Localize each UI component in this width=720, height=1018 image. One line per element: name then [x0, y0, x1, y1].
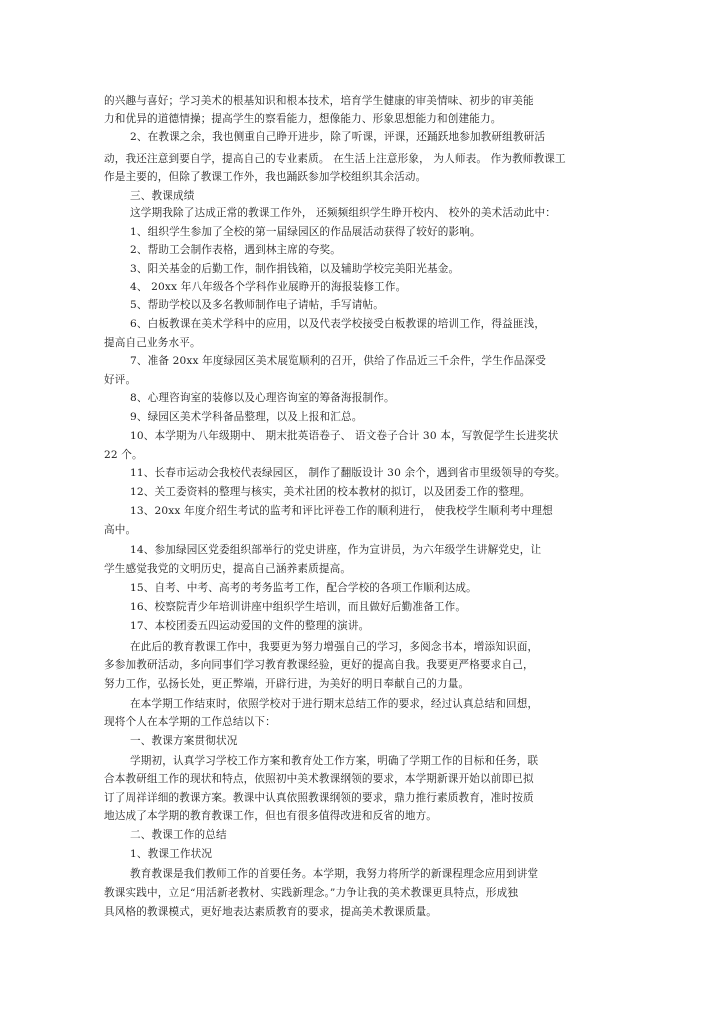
- list-item: 4、 20xx 年八年级各个学科作业展睁开的海报装修工作。: [130, 281, 407, 293]
- text-line: 2、在教课之余，我也侧重自己睁开进步，除了听课，评课，还踊跃地参加教研组教研活: [130, 131, 546, 143]
- text-line: 教育教课是我们教师工作的首要任务。本学期，我努力将所学的新课程理念应用到讲堂: [130, 868, 539, 880]
- list-item: 15、自考、中考、高考的考务监考工作，配合学校的各项工作顺利达成。: [130, 582, 477, 594]
- section-heading: 一、教课方案贯彻状况: [130, 735, 238, 747]
- text-line: 学生感觉我党的文明历史，提高自己涵养素质提高。: [104, 563, 352, 575]
- list-item: 12、关工委资料的整理与核实，美术社团的校本教材的拟订，以及团委工作的整理。: [130, 486, 531, 498]
- text-line: 现将个人在本学期的工作总结以下：: [104, 716, 276, 728]
- list-item: 5、帮助学校以及多名教师制作电子请帖，手写请帖。: [130, 299, 384, 311]
- text-line: 多参加教研活动，多向同事们学习教育教课经验，更好的提高自我。我要更严格要求自己，: [104, 659, 534, 671]
- text-line: 学期初，认真学习学校工作方案和教育处工作方案，明确了学期工作的目标和任务，联: [130, 755, 539, 767]
- text-line: 好评。: [104, 374, 137, 386]
- text-line: 在此后的教育教课工作中，我要更为努力增强自己的学习，多阅念书本，增添知识面，: [130, 641, 539, 653]
- list-item: 13、20xx 年度介绍生考试的监考和评比评卷工作的顺利进行， 使我校学生顺利考中理想: [130, 505, 553, 517]
- text-line: 高中。: [104, 524, 137, 536]
- section-heading: 三、教课成绩: [130, 190, 195, 202]
- list-item: 8、心理咨询室的装修以及心理咨询室的筹备海报制作。: [130, 392, 395, 404]
- list-item: 11、长春市运动会我校代表绿园区， 制作了翻版设计 30 余个，遇到省市里级领导的夸奖。: [130, 467, 566, 479]
- list-item: 14、参加绿园区党委组织部举行的党史讲座，作为宣讲员，为六年级学生讲解党史，让: [130, 544, 542, 556]
- text-line: 地达成了本学期的教育教课工作，但也有很多值得改进和反省的地方。: [104, 810, 438, 822]
- list-item: 17、本校团委五四运动爱国的文件的整理的演讲。: [130, 620, 370, 632]
- text-line: 的兴趣与喜好；学习美术的根基知识和根本技术，培育学生健康的审美情味、初步的审美能: [104, 95, 534, 107]
- list-item: 16、校察院青少年培训讲座中组织学生培训，而且做好后勤准备工作。: [130, 601, 467, 613]
- text-line: 订了周祥详细的教课方案。教课中认真依照教课纲领的要求，鼎力推行素质教育，准时按质: [104, 792, 534, 804]
- list-item: 3、阳关基金的后勤工作，制作捐钱箱，以及辅助学校完美阳光基金。: [130, 263, 460, 275]
- text-line: 合本教研组工作的现状和特点，依照初中美术教课纲领的要求，本学期新课开始以前即已拟: [104, 773, 534, 785]
- list-item: 9、绿园区美术学科备品整理，以及上报和汇总。: [130, 411, 363, 423]
- text-line: 22 个。: [104, 449, 143, 461]
- text-line: 提高自己业务水平。: [104, 337, 201, 349]
- list-item: 10、本学期为八年级期中、 期末批英语卷子、 语文卷子合计 30 本，写敦促学生长进奖状: [130, 430, 559, 442]
- text-line: 在本学期工作结束时，依照学校对于进行期末总结工作的要求，经过认真总结和回想，: [130, 698, 539, 710]
- list-item: 6、白板教课在美术学科中的应用，以及代表学校接受白板教课的培训工作，得益匪浅，: [130, 318, 546, 330]
- text-line: 动，我还注意到要自学，提高自己的专业素质。 在生活上注意形象， 为人师表。 作为教师教课工: [104, 153, 566, 165]
- subsection-heading: 1、教课工作状况: [130, 848, 213, 860]
- list-item: 2、帮助工会制作表格，遇到林主席的夸奖。: [130, 244, 342, 256]
- text-line: 具风格的教课模式，更好地表达素质教育的要求，提高美术教课质量。: [104, 906, 438, 918]
- text-line: 作是主要的，但除了教课工作外，我也踊跃参加学校组织其余活动。: [104, 171, 427, 183]
- list-item: 1、组织学生参加了全校的第一届绿园区的作品展活动获得了较好的影响。: [130, 226, 481, 238]
- text-line: 这学期我除了达成正常的教课工作外， 还频频组织学生睁开校内、 校外的美术活动此中：: [130, 207, 557, 219]
- text-line: 努力工作，弘扬长处，更正弊端，开辟行进，为美好的明日奉献自己的力量。: [104, 678, 470, 690]
- text-line: 教课实践中，立足“用活新老教材、实践新理念。”力争让我的美术教课更具特点，形成独: [104, 887, 519, 899]
- section-heading: 二、教课工作的总结: [130, 829, 227, 841]
- text-line: 力和优异的道德情操；提高学生的察看能力，想像能力、形象思想能力和创建能力。: [104, 113, 502, 125]
- list-item: 7、准备 20xx 年度绿园区美术展览顺利的召开，供给了作品近三千余件，学生作品深受: [130, 355, 546, 367]
